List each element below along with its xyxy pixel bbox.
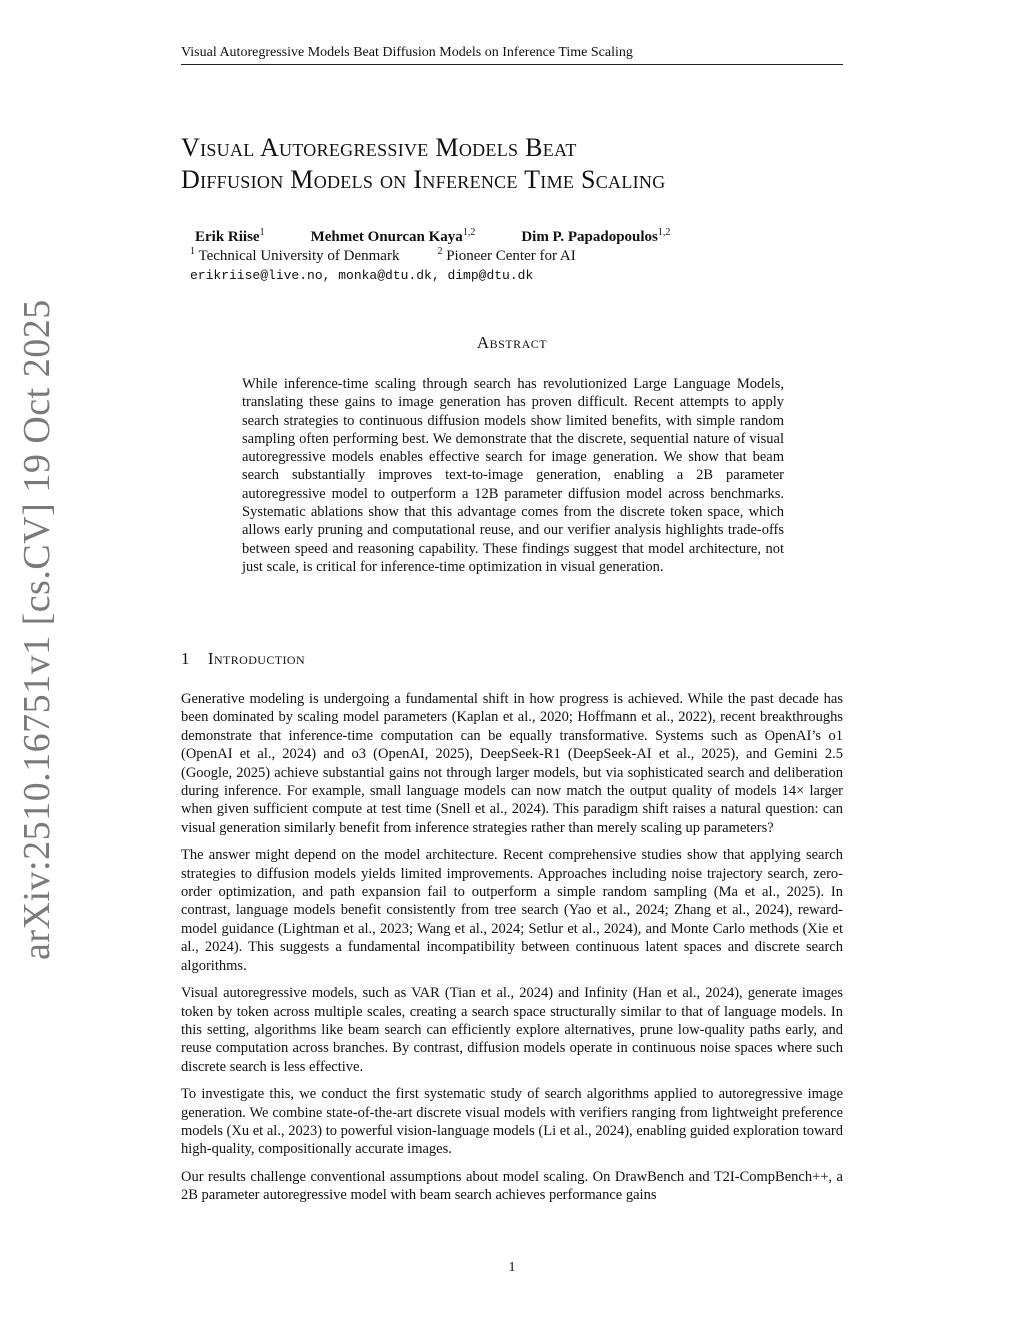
arxiv-identifier-stamp: arXiv:2510.16751v1 [cs.CV] 19 Oct 2025 xyxy=(16,299,58,960)
abstract-text: While inference-time scaling through search has revolutionized Large Language Models, translating these gains to image generation has proven difficult. Recent attempts to apply search strategies to continuous diffusion models show limited benefits, with simple random sampling often performing best. We demonstrate that the discrete, sequential nature of visual autoregressive models enables effective search for image generation. We show that beam search substantially improves text-to-image generation, enabling a 2B parameter autoregressive model to outperform a 12B parameter diffusion model across benchmarks. Systematic ablations show that this advantage comes from the discrete token space, which allows early pruning and computational reuse, and our verifier analysis highlights trade-offs between speed and reasoning capability. These findings suggest that model architecture, not just scale, is critical for inference-time optimization in visual generation. xyxy=(242,376,784,575)
author-name: Mehmet Onurcan Kaya xyxy=(310,229,463,245)
affiliation-list xyxy=(190,247,830,265)
introduction-body xyxy=(181,690,843,1214)
author xyxy=(195,228,265,246)
paper-title xyxy=(181,132,881,196)
author xyxy=(521,228,670,246)
author-affiliation-mark: 1 xyxy=(259,227,265,238)
body-paragraph: To investigate this, we conduct the first systematic study of search algorithms applied to autoregressive image generation. We combine state-of-the-art discrete visual models with verifiers ranging from lightweight preference models (Xu et al., 2023) to powerful vision-language models (Li et al., 2024), enabling guided exploration toward high-quality, compositionally accurate images. xyxy=(181,1086,843,1158)
author-name: Erik Riise xyxy=(195,229,260,245)
abstract-heading: Abstract xyxy=(476,333,548,352)
affiliation-name: Technical University of Denmark xyxy=(198,248,400,264)
body-paragraph: Our results challenge conventional assumptions about model scaling. On DrawBench and T2I-CompBench++, a 2B parameter autoregressive model with beam search achieves performance gains xyxy=(181,1168,843,1204)
body-paragraph: The answer might depend on the model architecture. Recent comprehensive studies show that applying search strategies to diffusion models yields limited improvements. Approaches including noise trajectory search, zero-order optimization, and path expansion fail to outperform a simple random sampling (Ma et al., 2025). In contrast, language models benefit consistently from tree search (Yao et al., 2024; Zhang et al., 2024), reward-model guidance (Lightman et al., 2023; Wang et al., 2024; Setlur et al., 2024), and Monte Carlo methods (Xie et al., 2024). This suggests a fundamental incompatibility between continuous latent spaces and discrete search algorithms. xyxy=(181,847,843,974)
running-head: Visual Autoregressive Models Beat Diffusion Models on Inference Time Scaling xyxy=(181,44,843,65)
author-affiliation-mark: 1,2 xyxy=(657,227,671,238)
author-emails: erikriise@live.no, monka@dtu.dk, dimp@dtu.dk xyxy=(190,268,534,283)
affiliation-name: Pioneer Center for AI xyxy=(446,248,576,264)
title-line-1: Visual Autoregressive Models Beat xyxy=(181,133,577,162)
body-paragraph: Visual autoregressive models, such as VAR (Tian et al., 2024) and Infinity (Han et al., 2024), generate images token by token across multiple scales, creating a search space structurally similar to that of language models. In this setting, algorithms like beam search can efficiently explore alternatives, prune low-quality paths early, and reuse computation across branches. By contrast, diffusion models operate in continuous noise spaces where such discrete search is less effective. xyxy=(181,985,843,1075)
page-number: 1 xyxy=(508,1260,516,1275)
section-number: 1 xyxy=(181,649,190,668)
section-heading xyxy=(181,649,843,669)
section-title: Introduction xyxy=(207,649,306,668)
affiliation-mark: 1 xyxy=(190,246,195,257)
affiliation-mark: 2 xyxy=(437,246,443,257)
affiliation xyxy=(437,247,575,265)
title-line-2: Diffusion Models on Inference Time Scaling xyxy=(181,165,666,194)
author-affiliation-mark: 1,2 xyxy=(462,227,476,238)
body-paragraph: Generative modeling is undergoing a fundamental shift in how progress is achieved. While the past decade has been dominated by scaling model parameters (Kaplan et al., 2020; Hoffmann et al., 2022), recent breakthroughs demonstrate that inference-time computation can be equally transformative. Systems such as OpenAI’s o1 (OpenAI et al., 2024) and o3 (OpenAI, 2025), DeepSeek-R1 (DeepSeek-AI et al., 2025), and Gemini 2.5 (Google, 2025) achieve substantial gains not through larger models, but via sophisticated search and deliberation during inference. For example, small language models can now match the output quality of models 14× larger when given sufficient compute at test time (Snell et al., 2024). This paradigm shift raises a natural question: can visual generation similarly benefit from inference strategies rather than merely scaling up parameters? xyxy=(181,691,843,836)
author xyxy=(311,228,476,246)
author-name: Dim P. Papadopoulos xyxy=(521,229,658,245)
affiliation xyxy=(190,247,399,265)
author-list xyxy=(195,228,835,246)
